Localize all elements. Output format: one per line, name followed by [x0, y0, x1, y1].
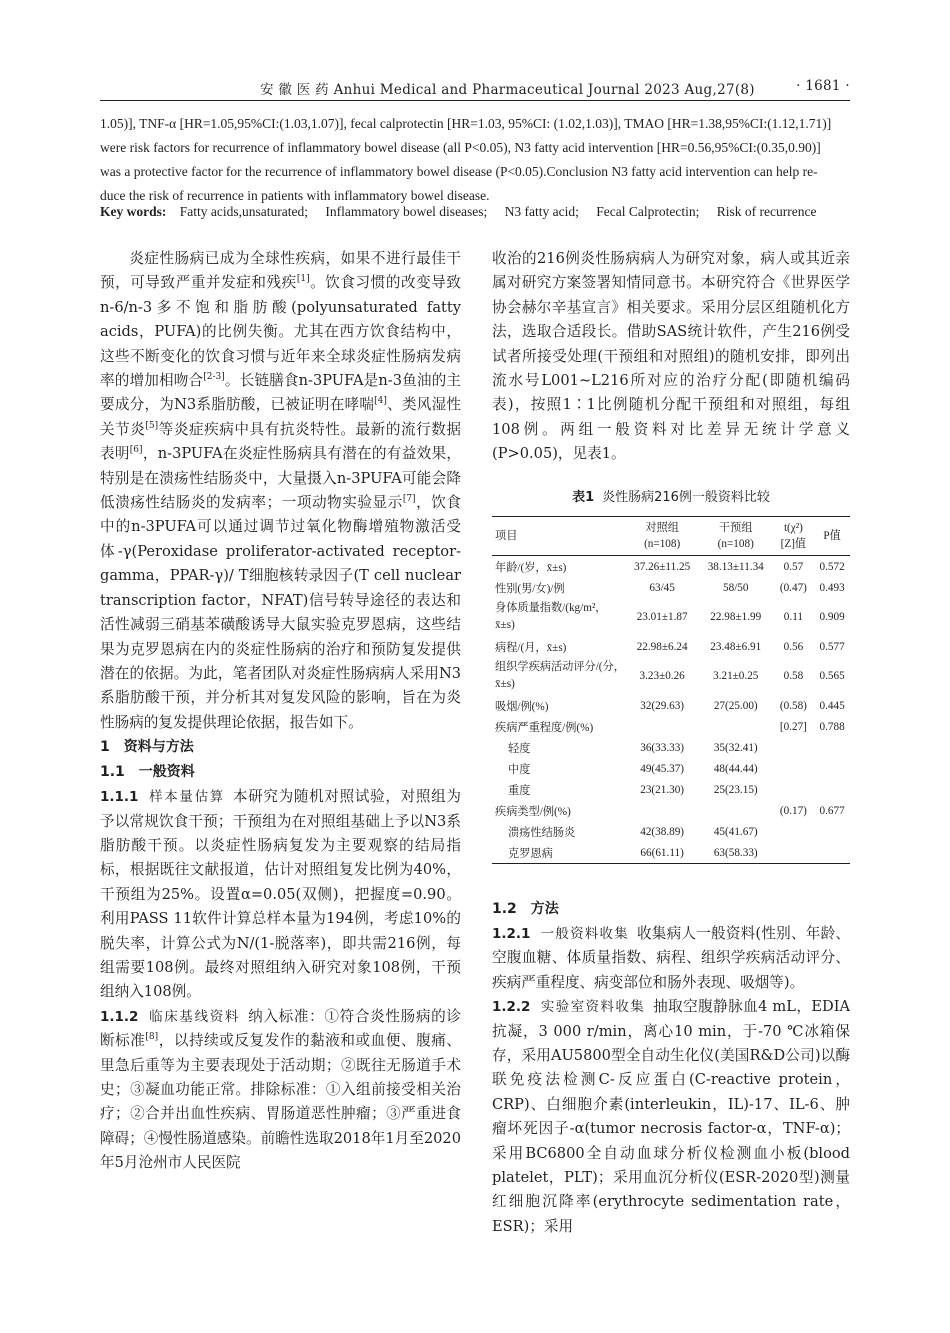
col-header-control: 对照组 (n=108) [644, 522, 681, 550]
table-1 [492, 488, 850, 864]
abstract-line: 1.05)], TNF-α [HR=1.05,95%CI:(1.03,1.07)], fecal calprotectin [HR=1.03, 95%CI: (1.02,1.03)], TMAO [HR=1.38,95%CI:(1.12,1.71)] [100, 116, 832, 131]
abstract-line: was a protective factor for the recurrence of inflammatory bowel disease (P<0.05).Conclusion N3 fatty acid intervention can help re- [100, 164, 818, 179]
keyword: N3 fatty acid; [504, 204, 579, 219]
keyword: Fecal Calprotectin; [596, 204, 700, 219]
table-row: 重度 23(21.30) 25(23.15) [508, 783, 758, 797]
col-header-stat: t(χ²) [Z]值 [780, 522, 807, 550]
baseline-table [492, 516, 850, 864]
table-row: 年龄/(岁，x̄±s) 37.26±11.25 38.13±11.34 0.57 0.572 [495, 560, 845, 574]
table-row: 病程/(月，x̄±s) 22.98±6.24 23.48±6.91 0.56 0.577 [495, 640, 845, 654]
table-row: 溃疡性结肠炎 42(38.89) 45(41.67) [508, 825, 758, 839]
continued-paragraph: 收治的216例炎性肠病病人为研究对象，病人或其近亲属对研究方案签署知情同意书。本研究符合《世界医学协会赫尔辛基宣言》相关要求。采用分层区组随机化方法，选取合适段长。借助SAS统计软件，产生216例受试者所接受处理(干预组和对照组)的随机安排，即列出流水号L001~L216所对应的治疗分配(即随机编码表)，按照1∶1比例随机分配干预组和对照组，每组108例。两组一般资料对比差异无统计学意义(P>0.05)，见表1。 [492, 250, 850, 463]
col-header-intervention: 干预组 (n=108) [717, 522, 754, 550]
paragraph-1-2-1: 1.2.1 一般资料收集 收集病人一般资料(性别、年龄、空腹血糖、体质量指数、病程、组织学疾病活动评分、疾病严重程度、病变部位和肠外表现、吸烟等)。 [492, 925, 850, 991]
table-row: 轻度 36(33.33) 35(32.41) [508, 741, 758, 755]
abstract [100, 112, 850, 208]
subsection-heading: 1.1 一般资料 [100, 764, 195, 781]
paragraph-1-2-2: 1.2.2 实验室资料收集 抽取空腹静脉血4 mL，EDIA抗凝，3 000 r/min，离心10 min，于-70 ℃冰箱保存，采用AU5800型全自动生化仪(美国R&D公司)以酶联免疫法检测C-反应蛋白(C-reactive protein，CRP)、白细胞介素(interleukin，IL)-17、IL-6、肿瘤坏死因子-α(tumor necrosis factor-α，TNF-α)；采用BC6800全自动血球分析仪检测血小板(blood platelet，PLT)；采用血沉分析仪(ESR-2020型)测量红细胞沉降率(erythrocyte sedimentation rate，ESR)；采用 [492, 998, 850, 1235]
table-row: 中度 49(45.37) 48(44.44) [508, 762, 758, 776]
right-column-lower [492, 897, 850, 1239]
keyword: Inflammatory bowel diseases; [325, 204, 488, 219]
keyword: Fatty acids,unsaturated; [179, 204, 308, 219]
abstract-line: duce the risk of recurrence in patients with inflammatory bowel disease. [100, 188, 490, 203]
table-row: 疾病严重程度/例(%) [0.27] 0.788 [495, 720, 845, 734]
table-row: 身体质量指数/(kg/m²，x̄±s) 23.01±1.87 22.98±1.99 0.11 0.909 [495, 602, 845, 631]
right-column [492, 247, 850, 467]
section-heading: 1 资料与方法 [100, 739, 194, 756]
page-number: · 1681 · [796, 78, 850, 94]
table-row: 组织学疾病活动评分/(分，x̄±s) 3.23±0.26 3.21±0.25 0.58 0.565 [495, 661, 845, 690]
left-column [100, 247, 461, 1176]
keywords-label: Key words: [100, 204, 167, 219]
abstract-line: were risk factors for recurrence of inflammatory bowel disease (all P<0.05), N3 fatty acid intervention [HR=0.56,95%CI:(0.35,0.90)] [100, 140, 821, 155]
table-row: 疾病类型/例(%) (0.17) 0.677 [495, 804, 845, 818]
journal-title: 安 徽 医 药 Anhui Medical and Pharmaceutical Journal 2023 Aug,27(8) [260, 82, 755, 98]
table-caption: 表1 炎性肠病216例一般资料比较 [572, 490, 770, 505]
table-row: 性别(男/女)/例 63/45 58/50 (0.47) 0.493 [495, 581, 845, 595]
table-row: 吸烟/例(%) 32(29.63) 27(25.00) (0.58) 0.445 [495, 699, 845, 713]
col-header-p: P值 [823, 530, 841, 542]
paragraph-1-1-2: 1.1.2 临床基线资料 纳入标准：①符合炎性肠病的诊断标准[8]，以持续或反复发作的黏液和或血便、腹痛、里急后重等为主要表现处于活动期；②既往无肠道手术史；③凝血功能正常。排除标准：①入组前接受相关治疗；②合并出血性疾病、胃肠道恶性肿瘤；③严重进食障碍；④慢性肠道感染。前瞻性选取2018年1月至2020年5月沧州市人民医院 [100, 1007, 461, 1172]
keywords [100, 201, 860, 223]
subsection-heading: 1.2 方法 [492, 901, 559, 917]
header-rule [100, 100, 850, 101]
col-header-item: 项目 [495, 530, 518, 542]
table-row: 克罗恩病 66(61.11) 63(58.33) [508, 846, 758, 860]
paragraph-1-1-1: 1.1.1 样本量估算 本研究为随机对照试验，对照组为予以常规饮食干预；干预组为在对照组基础上予以N3系脂肪酸干预。以炎症性肠病复发为主要观察的结局指标，根据既往文献报道，估计对照组复发比例为40%，干预组为25%。设置α=0.05(双侧)，把握度=0.90。利用PASS 11软件计算总样本量为194例，考虑10%的脱失率，计算公式为N/(1-脱落率)，即共需216例，每组需要108例。最终对照组纳入研究对象108例，干预组纳入108例。 [100, 788, 461, 1001]
keyword: Risk of recurrence [716, 204, 817, 219]
intro-paragraph: 炎症性肠病已成为全球性疾病，如果不进行最佳干预，可导致严重并发症和残疾[1]。饮食习惯的改变导致n-6/n-3多不饱和脂肪酸(polyunsaturated fatty acids，PUFA)的比例失衡。尤其在西方饮食结构中，这些不断变化的饮食习惯与近年来全球炎症性肠病发病率的增加相吻合[2-3]。长链膳食n-3PUFA是n-3鱼油的主要成分，为N3系脂肪酸，已被证明在哮喘[4]、类风湿性关节炎[5]等炎症疾病中具有抗炎特性。最新的流行数据表明[6]，n-3PUFA在炎症性肠病具有潜在的有益效果，特别是在溃疡性结肠炎中，大量摄入n-3PUFA可能会降低溃疡性结肠炎的发病率；一项动物实验显示[7]，饮食中的n-3PUFA可以通过调节过氧化物酶增殖物激活受体-γ(Peroxidase proliferator-activated receptor-gamma，PPAR-γ)/ T细胞核转录因子(T cell nuclear transcription factor，NFAT)信号转导途径的表达和活性减弱三硝基苯磺酸诱导大鼠实验克罗恩病，这些结果为克罗恩病在内的炎症性肠病的治疗和预防复发提供潜在的依据。为此，笔者团队对炎症性肠病病人采用N3系脂肪酸干预，并分析其对复发风险的影响，旨在为炎性肠病的复发提供理论依据，报告如下。 [100, 250, 461, 731]
